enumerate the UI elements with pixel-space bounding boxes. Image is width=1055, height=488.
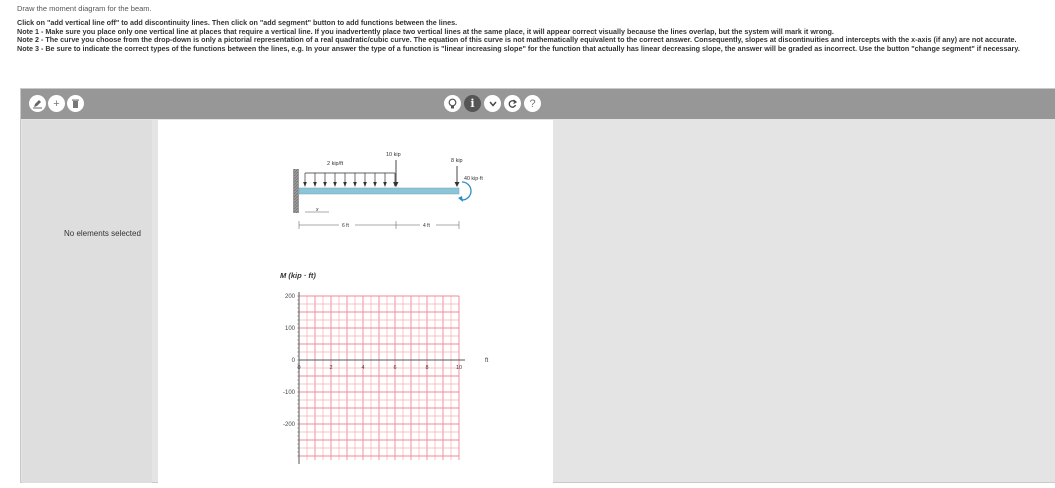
info-icon[interactable] [464,95,481,112]
instruction-note-2: Note 2 - The curve you choose from the drop-down is only a pictorial representation of a real quadratic/cubic curve. The equation of this curve is not mathematically equivalent to the correct answer. Consequently, slopes at discontinuities and intercepts with the x-axis (if any) are not accurate. [17,35,1017,45]
udl-arrow-head [353,182,357,187]
properties-panel [22,120,152,483]
page-title: Draw the moment diagram for the beam. [17,4,152,13]
dim-x-label: x [316,207,319,213]
moment-graph[interactable] [280,271,489,464]
chevron-down-icon[interactable] [484,95,501,112]
beam-figure [293,152,483,229]
udl-arrow-head [343,182,347,187]
moment-diagram-widget [20,88,1055,483]
no-selection-message: No elements selected [64,229,141,238]
x-tick-label: 10 [455,365,463,371]
moment-arrowhead [458,196,463,202]
moment-arc [462,182,471,200]
instruction-note-1: Note 1 - Make sure you place only one vertical line at places that require a vertical line. If you inadvertently place two vertical lines at the same place, it will appear correct visually because the lines overlap, but the system will mark it wrong. [17,26,834,36]
toolbar [21,89,1055,119]
y-tick-label: -100 [282,390,295,396]
trash-icon[interactable] [67,95,84,112]
udl-arrow-head [373,182,377,187]
drawing-canvas[interactable] [158,120,553,483]
help-icon[interactable] [524,95,541,112]
x-tick-label: 0 [297,365,301,371]
y-tick-label: 100 [284,326,295,332]
instruction-note-3: Note 3 - Be sure to indicate the correct types of the functions between the lines, e.g. In your answer the type of a function is "linear increasing slope" for the function that actually has linear decreasing slope, the answer will be graded as incorrect. Use the button "change segment" if necessary. [17,43,1020,53]
point-load-end-head [455,182,460,187]
point-load-end-label: 8 kip [451,158,463,164]
distributed-load-arrows [303,173,397,187]
x-tick-label: 8 [425,365,429,371]
redo-icon[interactable] [504,95,521,112]
instructions [17,19,1042,53]
pencil-icon[interactable] [29,95,46,112]
plus-icon[interactable] [48,95,65,112]
moment-label: 40 kip·ft [464,176,483,182]
udl-arrow-head [303,182,307,187]
info-glyph: i [470,97,475,110]
udl-arrow-head [383,182,387,187]
udl-arrow-head [333,182,337,187]
graph-ylabel: M (kip · ft) [280,271,316,280]
wall-hatch [294,169,298,213]
x-tick-label: 4 [361,365,365,371]
y-tick-label: 0 [291,358,295,364]
lightbulb-icon[interactable] [444,95,461,112]
plus-glyph: + [53,97,60,110]
x-tick-label: 6 [393,365,397,371]
udl-arrow-head [363,182,367,187]
point-load-mid-label: 10 kip [386,152,401,158]
udl-arrow-head [323,182,327,187]
graph-xunit: ft [485,358,489,364]
y-tick-label: -200 [282,422,295,428]
dim-right-label: 4 ft [423,223,430,229]
dim-left-label: 6 ft [342,223,349,229]
distributed-load-label: 2 kip/ft [327,161,344,167]
instruction-main: Click on "add vertical line off" to add discontinuity lines. Then click on "add segment" button to add functions between the lines. [17,18,458,27]
beam-body [299,188,459,194]
graph-grid [297,292,465,464]
help-glyph: ? [529,97,536,110]
udl-arrow-head [313,182,317,187]
y-tick-label: 200 [284,294,295,300]
x-tick-label: 2 [329,365,333,371]
